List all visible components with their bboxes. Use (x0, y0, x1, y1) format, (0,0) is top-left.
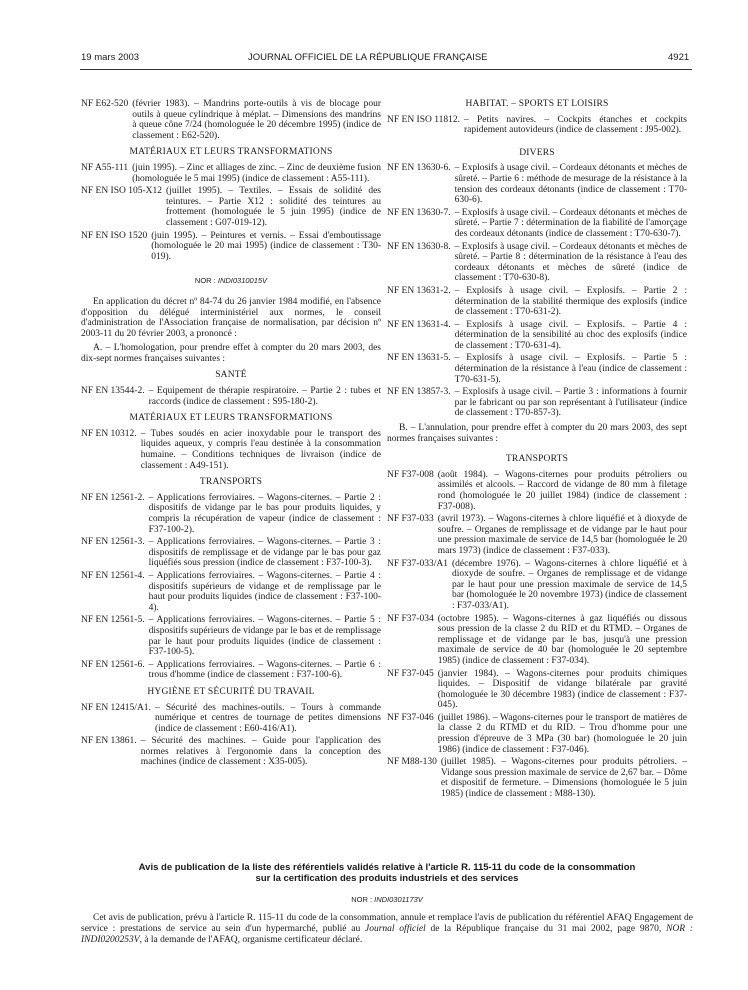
right-column (387, 99, 687, 802)
norm-text: (décembre 1976). – Wagons-citernes à chlore liquéfié et à dioxyde de soufre. – Organes de remplissage et de vidange par le haut pour une pression maximale de service de 14,5 bar (homologuée le 20 novembre 1973) (indice de classement : F37-033/A1). (451, 558, 687, 611)
norm-entry (387, 614, 687, 667)
norm-ref: NF F37-045 (387, 668, 434, 679)
norm-ref: NF F37-033 (387, 514, 434, 525)
notice-title-line: Avis de publication de la liste des référentiels validés relative à l'article R. 115-11 du code de la consommation (138, 862, 636, 873)
norm-entry (387, 559, 687, 612)
norm-entry (81, 660, 381, 681)
norm-text: (janvier 1984). – Wagons-citernes pour produits chimiques liquides. – Dispositif de vidange bilatérale par gravité (homologuée le 30 décembre 1983) (indice de classement : F37-045). (437, 668, 687, 711)
norm-ref: NF EN ISO 11812. (387, 114, 461, 125)
notice-text-part: de la République française du 31 mai 2002, page 9870, (425, 924, 667, 934)
norm-entry (387, 115, 687, 136)
page-header (0, 50, 748, 68)
norm-text: – Petits navires. – Cockpits étanches et cockpits rapidement autovideurs (indice de classement : J95-002). (464, 114, 687, 136)
homologation-paragraph: A. – L'homologation, pour prendre effet à compter du 20 mars 2003, des dix-sept normes françaises suivantes : (81, 343, 381, 364)
norm-entry (387, 320, 687, 352)
norm-text: – Equipement de thérapie respiratoire. – Partie 2 : tubes et raccords (indice de classement : S95-180-2). (148, 386, 381, 407)
header-rule (80, 69, 692, 70)
norm-entry (387, 387, 687, 419)
norm-text: – Applications ferroviaires. – Wagons-citernes. – Partie 2 : dispositifs de vidange par le bas pour produits liquides, y compris la récupération de vapeur (indice de classement : F37-100-2). (148, 492, 381, 535)
norm-text: (juin 1995). – Zinc et alliages de zinc. – Zinc de deuxième fusion (homologuée le 5 mai 1995) (indice de classement : A55-111). (132, 162, 381, 184)
norm-text: – Explosifs à usage civil. – Cordeaux détonants et mèches de sûreté. – Partie 7 : détermination de la fiabilité de l'amorçage des cordeaux détonants (indice de classement : T70-630-7). (454, 207, 687, 239)
norm-entry (81, 386, 381, 407)
norm-text: (juillet 1985). – Wagons-citernes pour produits pétroliers. – Vidange sous pression maximale de service de 2,67 bar. – Dôme et dispositif de fermeture. – Dimensions (homologuée le 5 juin 1985) (indice de classement : M88-130). (440, 757, 687, 800)
norm-entry (387, 208, 687, 240)
norm-text: – Applications ferroviaires. – Wagons-citernes. – Partie 5 : dispositifs supérieurs de vidange par le bas et de remplissage par le haut pour produits liquides (indice de classement : F37-100-5). (148, 615, 381, 658)
norm-text: – Sécurité des machines. – Guide pour l'application des normes relatives à l'ergonomie dans la conception des machines (indice de classement : X35-005). (140, 736, 381, 768)
notice-text-part: Cet avis de publication, prévu à l'article R. 115-11 du code de la consommation, annule et remplace l'avis de publication du référentiel AFAQ Engagement de service : prestations de service au sein d'un hypermarché, publié au (81, 913, 693, 934)
norm-entry (81, 231, 381, 263)
norm-entry (81, 186, 381, 228)
section-heading: DIVERS (519, 147, 555, 158)
norm-text: (juin 1995). – Peintures et vernis. – Essai d'emboutissage (homologuée le 20 mai 1995) (indice de classement : T30-019). (151, 230, 381, 262)
norm-text: – Tubes soudés en acier inoxydable pour le transport des liquides aqueux, y compris l'eau destinée à la consommation humaine. – Conditions techniques de livraison (indice de classement : A49-151). (140, 428, 381, 471)
norm-ref: NF EN 13631-5. (387, 353, 451, 364)
journal-officiel-title: Journal officiel (364, 924, 426, 934)
norm-entry (81, 163, 381, 184)
norm-text: (avril 1973). – Wagons-citernes à chlore liquéfié et à dioxyde de soufre. – Organes de remplissage et de vidange par le haut pour une pression maximale de service de 14,5 bar (homologuée le 20 mars 1973) (indice de classement : F37-033). (437, 514, 687, 556)
norm-text: – Explosifs à usage civil. – Explosifs. – Partie 2 : détermination de la stabilité thermique des explosifs (indice de classement : T70-631-2). (454, 285, 687, 318)
section-heading: TRANSPORTS (199, 477, 263, 488)
norm-entry (81, 615, 381, 657)
notice-title-line: sur la certification des produits industriels et des services (255, 873, 519, 884)
norm-entry (81, 736, 381, 768)
header-date: 19 mars 2003 (81, 52, 140, 63)
norm-ref: NF EN 13630-7. (387, 207, 451, 218)
nor-code: INDI0310015V (217, 276, 268, 286)
norm-ref: NF EN 12561-4. (81, 570, 145, 581)
norm-entry (81, 537, 381, 569)
norm-text: – Explosifs à usage civil. – Explosifs. – Partie 5 : détermination de la résistance à l'eau (indice de classement : T70-631-5). (454, 353, 687, 385)
norm-ref: NF EN 12415/A1. (81, 702, 151, 713)
norm-entry (81, 571, 381, 613)
norm-list (81, 703, 381, 769)
nor-label: NOR : (194, 276, 216, 286)
norm-ref: NF EN 12561-3. (81, 537, 145, 548)
norm-ref: NF EN ISO 1520 (81, 230, 148, 241)
norm-text: – Explosifs à usage civil. – Partie 3 : informations à fournir par le fabricant ou par son représentant à l'utilisateur (indice de classement : T70-857-3). (454, 387, 687, 419)
norm-ref: NF E62-520 (81, 99, 129, 109)
norm-text: (août 1984). – Wagons-citernes pour produits pétroliers ou assimilés et alcools. – Raccord de vidange de 80 mm à filetage rond (homologuée le 20 juillet 1984) (indice de classement : F37-008). (437, 469, 687, 512)
header-page-number: 4921 (668, 52, 690, 63)
norm-ref: NF F37-034 (387, 613, 434, 624)
annulation-paragraph: B. – L'annulation, pour prendre effet à compter du 20 mars 2003, des sept normes françaises suivantes : (387, 423, 687, 444)
norm-entry (81, 429, 381, 471)
norm-entry (387, 669, 687, 711)
norm-text: (octobre 1985). – Wagons-citernes à gaz liquéfiés ou dissous sous pression de la classe 2 du RID et du RTMD. – Organes de remplissage et de vidange par le bas, jusqu'à une pression maximale de service de 40 bar (homologuée le 20 septembre 1985) (indice de classement : F37-034). (437, 613, 687, 666)
left-column (81, 99, 381, 770)
norm-list (387, 163, 687, 419)
norm-list (387, 470, 687, 800)
norm-ref: NF EN 12561-2. (81, 492, 145, 503)
section-heading: HYGIÈNE ET SÉCURITÉ DU TRAVAIL (147, 686, 315, 697)
norm-ref: NF F37-046 (387, 712, 434, 723)
norm-text: – Sécurité des machines-outils. – Tours à commande numérique et centres de tournage de petites dimensions (indice de classement : E60-416/A1). (154, 702, 381, 734)
norm-ref: NF EN 10312. (81, 428, 137, 439)
notice-paragraph (81, 913, 693, 946)
norm-entry (81, 99, 381, 141)
norm-text: (juillet 1995). – Textiles. – Essais de solidité des teintures. – Partie X12 : solidité des teintures au frottement (homologuée le 5 juin 1995) (indice de classement : G07-019-12). (166, 186, 381, 228)
header-title: JOURNAL OFFICIEL DE LA RÉPUBLIQUE FRANÇAISE (248, 52, 488, 63)
norm-text: – Explosifs à usage civil. – Cordeaux détonants et mèches de sûreté. – Partie 8 : détermination de la résistance à l'eau des cordeaux détonants et mèches de sûreté (indice de classement : T70-630-8). (454, 241, 687, 284)
norm-text: (juillet 1986). – Wagons-citernes pour le transport de matières de la classe 2 du RTMD et du RID. – Trou d'homme pour une pression d'épreuve de 3 MPa (30 bar) (homologuée le 20 juin 1986) (indice de classement : F37-046). (437, 712, 687, 755)
section-heading: MATÉRIAUX ET LEURS TRANSFORMATIONS (129, 413, 333, 424)
decision-paragraph: En application du décret nº 84-74 du 26 janvier 1984 modifié, en l'absence d'opposition du délégué interministériel aux normes, le conseil d'administration de l'Association française de normalisation, par décision nº 2003-11 du 20 février 2003, a prononcé : (81, 296, 381, 339)
norm-entry (387, 286, 687, 318)
norm-ref: NF EN 13861. (81, 736, 137, 747)
norm-text: – Applications ferroviaires. – Wagons-citernes. – Partie 3 : dispositifs de remplissage et de vidange par le bas pour gaz liquéfiés sous pression (indice de classement : F37-100-3). (148, 537, 381, 569)
norm-ref: NF EN 12561-5. (81, 615, 145, 626)
nor-label: NOR : (666, 924, 694, 934)
norm-ref: NF EN 12561-6. (81, 659, 145, 670)
norm-ref: NF EN ISO 105-X12 (81, 186, 163, 197)
norm-ref: NF A55-111 (81, 162, 129, 173)
section-heading: HABITAT. – SPORTS ET LOISIRS (465, 99, 609, 109)
norm-list (81, 493, 381, 681)
norm-entry (387, 242, 687, 284)
norm-ref: NF EN 13630-6. (387, 163, 451, 174)
nor-label: NOR : (351, 895, 373, 904)
norm-entry (81, 493, 381, 535)
nor-code: INDI0301173V (374, 895, 423, 904)
norm-entry (387, 353, 687, 385)
nor-reference (81, 895, 693, 904)
section-heading: MATÉRIAUX ET LEURS TRANSFORMATIONS (129, 147, 333, 158)
section-heading: TRANSPORTS (505, 454, 569, 465)
norm-text: – Explosifs à usage civil. – Explosifs. – Partie 4 : détermination de la sensibilité au choc des explosifs (indice de classement : T70-631-4). (454, 319, 687, 351)
norm-entry (387, 470, 687, 512)
notice-title (81, 862, 693, 884)
norm-ref: NF M88-130 (387, 757, 437, 768)
publication-notice (81, 862, 693, 946)
norm-ref: NF EN 13631-4. (387, 319, 451, 330)
nor-reference (81, 276, 381, 287)
norm-ref: NF EN 13544-2. (81, 386, 145, 397)
norm-text: – Applications ferroviaires. – Wagons-citernes. – Partie 4 : dispositifs supérieurs de vidange et de remplissage par le haut pour produits liquides (indice de classement : F37-100-4). (148, 570, 381, 613)
norm-entry (387, 713, 687, 755)
norm-entry (387, 514, 687, 556)
section-heading: SANTÉ (215, 370, 247, 381)
norm-entry (81, 703, 381, 735)
norm-ref: NF F37-008 (387, 469, 434, 480)
norm-entry (387, 163, 687, 205)
norm-text: (février 1983). – Mandrins porte-outils à vis de blocage pour outils à queue cylindrique à méplat. – Dimensions des mandrins à queue cône 7/24 (homologuée le 20 décembre 1995) (indice de classement : E62-520). (132, 99, 381, 141)
norm-text: – Explosifs à usage civil. – Cordeaux détonants et mèches de sûreté. – Partie 6 : méthode de mesurage de la résistance à la tension des cordeaux détonants (indice de classement : T70-630-6). (454, 163, 687, 206)
norm-list (81, 163, 381, 262)
nor-code: INDI0200253V (81, 935, 140, 945)
norm-entry (387, 757, 687, 799)
notice-text-part: , à la demande de l'AFAQ, organisme certificateur déclaré. (139, 935, 363, 945)
norm-ref: NF EN 13630-8. (387, 241, 451, 252)
norm-ref: NF F37-033/A1 (387, 558, 448, 569)
norm-ref: NF EN 13857-3. (387, 387, 451, 398)
norm-ref: NF EN 13631-2. (387, 285, 451, 296)
norm-text: – Applications ferroviaires. – Wagons-citernes. – Partie 6 : trous d'homme (indice de classement : F37-100-6). (148, 659, 381, 681)
